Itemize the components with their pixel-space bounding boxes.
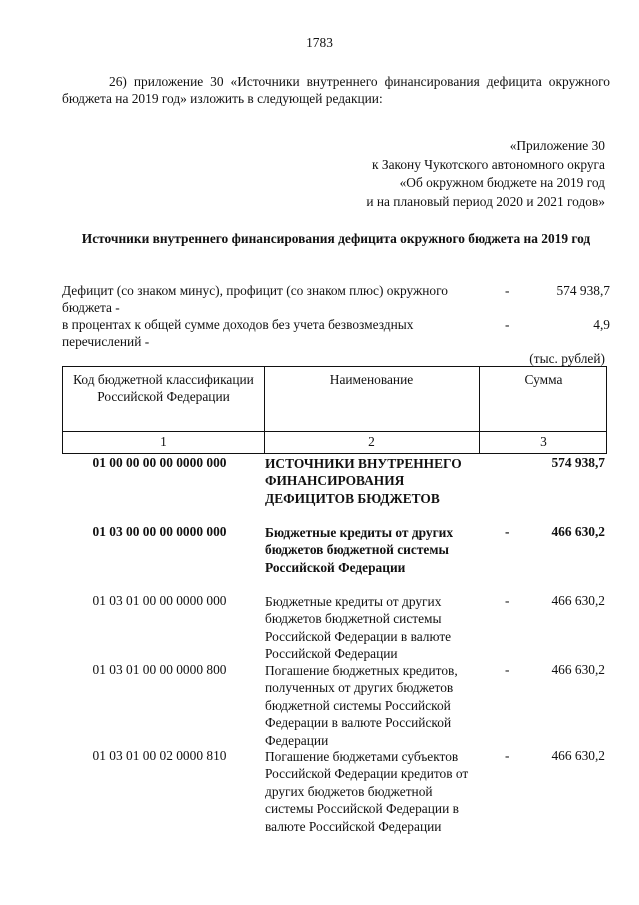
row-code: 01 03 01 00 00 0000 000 (92, 593, 227, 608)
row-amount: 574 938,7 (551, 455, 605, 470)
summary-value: 4,9 (593, 317, 610, 332)
row-sign: - (505, 593, 510, 608)
row-amount: 466 630,2 (551, 748, 605, 763)
table-header (62, 366, 607, 454)
row-name: Бюджетные кредиты от других бюджетов бюджетной системы Российской Федерации в валюте Российской Федерации (265, 594, 452, 662)
summary-row-deficit (62, 283, 610, 317)
units-label: (тыс. рублей) (529, 351, 605, 366)
intro-paragraph: 26) приложение 30 «Источники внутреннего финансирования дефицита окружного бюджета на 2019 год» изложить в следующей редакции: (62, 74, 610, 106)
row-code: 01 03 01 00 00 0000 800 (92, 662, 227, 677)
header-name: Наименование (329, 372, 414, 387)
column-number: 3 (540, 434, 547, 449)
summary-row-percent (62, 317, 610, 351)
header-amount: Сумма (524, 372, 563, 387)
appendix-block (366, 137, 605, 211)
header-code: Код бюджетной классификации Российской Федерации (73, 372, 254, 404)
appendix-line: «Приложение 30 (509, 138, 605, 153)
row-sign: - (505, 662, 510, 677)
row-sign: - (505, 748, 510, 763)
row-amount: 466 630,2 (551, 662, 605, 677)
header-divider (63, 431, 606, 432)
row-name: Погашение бюджетами субъектов Российской Федерации кредитов от других бюджетов бюджетной системы Российской Федерации в валюте Российской Федерации (265, 749, 469, 834)
appendix-line: и на плановый период 2020 и 2021 годов» (366, 193, 605, 209)
row-code: 01 00 00 00 00 0000 000 (92, 455, 227, 470)
appendix-line: «Об окружном бюджете на 2019 год (399, 175, 605, 190)
page-number: 1783 (306, 35, 333, 50)
summary-label: Дефицит (со знаком минус), профицит (со знаком плюс) окружного бюджета - (62, 283, 448, 315)
row-amount: 466 630,2 (551, 524, 605, 539)
column-number: 2 (368, 434, 375, 449)
row-name: Бюджетные кредиты от других бюджетов бюджетной системы Российской Федерации (265, 525, 454, 575)
document-heading: Источники внутреннего финансирования дефицита окружного бюджета на 2019 год (81, 231, 591, 246)
row-name: Погашение бюджетных кредитов, полученных от других бюджетов бюджетной системы Российской Федерации в валюте Российской Федерации (265, 663, 458, 748)
row-code: 01 03 00 00 00 0000 000 (92, 524, 227, 539)
summary-sign: - (505, 317, 510, 332)
summary-value: 574 938,7 (556, 283, 610, 298)
row-amount: 466 630,2 (551, 593, 605, 608)
summary-sign: - (505, 283, 510, 298)
row-sign: - (505, 524, 510, 539)
row-name: ИСТОЧНИКИ ВНУТРЕННЕГО ФИНАНСИРОВАНИЯ ДЕФИЦИТОВ БЮДЖЕТОВ (265, 456, 462, 506)
appendix-line: к Закону Чукотского автономного округа (372, 156, 605, 172)
column-number: 1 (160, 434, 167, 449)
row-code: 01 03 01 00 02 0000 810 (92, 748, 227, 763)
summary-label: в процентах к общей сумме доходов без учета безвозмездных перечислений - (62, 317, 414, 349)
